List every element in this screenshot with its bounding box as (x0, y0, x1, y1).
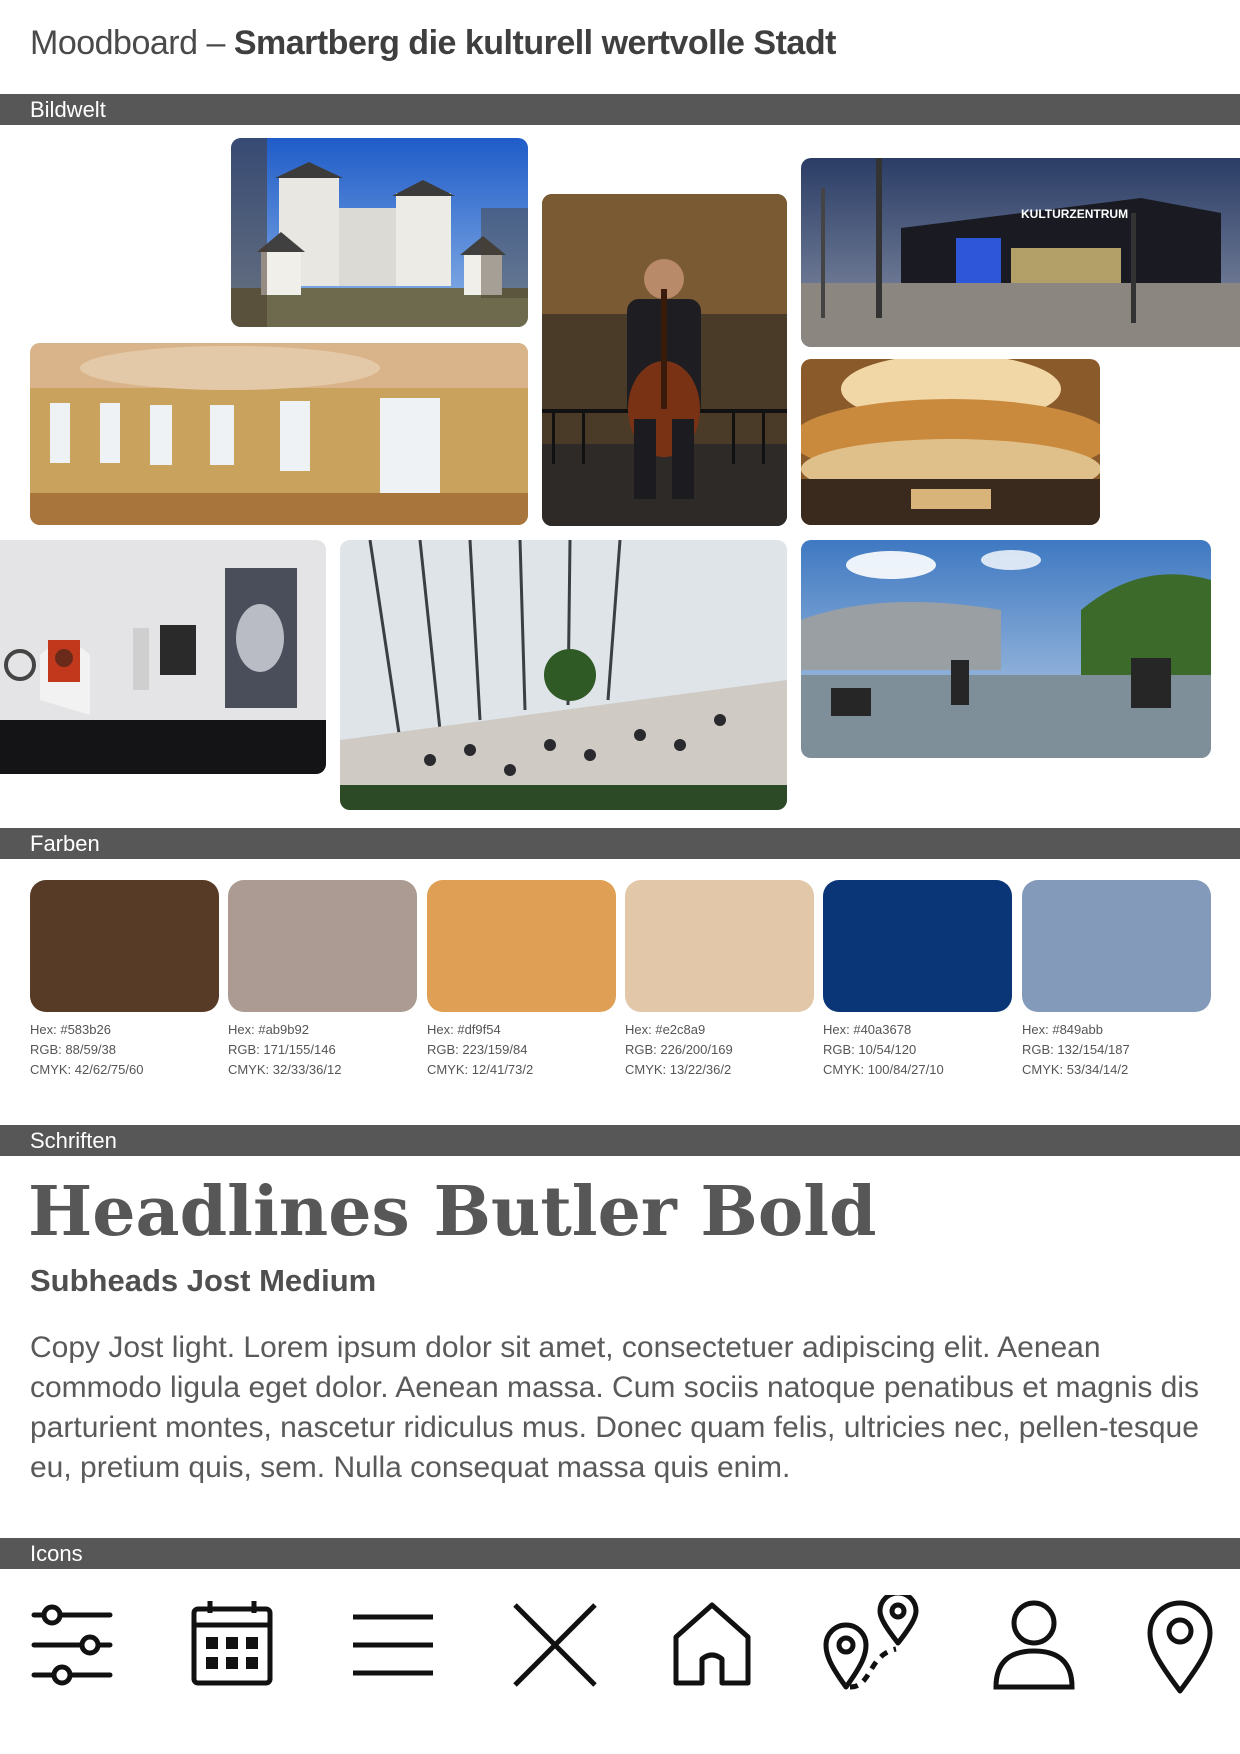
subhead-sample: Subheads Jost Medium (30, 1263, 377, 1298)
color-swatch-1 (30, 880, 219, 1012)
color-info-4: Hex: #e2c8a9 RGB: 226/200/169 CMYK: 13/22/36/2 (625, 1022, 733, 1077)
color-info-6: Hex: #849abb RGB: 132/154/187 CMYK: 53/34/14/2 (1022, 1022, 1130, 1077)
location-pin-icon (1130, 1595, 1230, 1695)
title-prefix: Moodboard – (30, 24, 234, 62)
cellist-photo (542, 194, 787, 526)
section-label-images: Bildwelt (30, 97, 106, 122)
section-label-fonts: Schriften (30, 1128, 117, 1153)
gallery-photo (0, 540, 326, 774)
section-bar-images (0, 94, 1240, 125)
close-icon (505, 1595, 605, 1695)
concert-hall-photo (801, 359, 1100, 525)
section-bar-fonts (0, 1125, 1240, 1156)
color-info-5: Hex: #40a3678 RGB: 10/54/120 CMYK: 100/84/27/10 (823, 1022, 944, 1077)
color-info-2: Hex: #ab9b92 RGB: 171/155/146 CMYK: 32/33/36/12 (228, 1022, 342, 1077)
headline-sample: Headlines Butler Bold (28, 1172, 877, 1252)
baroque-hall-photo (30, 343, 528, 525)
kulturzentrum-photo (801, 158, 1240, 347)
fountain-photo (801, 540, 1211, 758)
section-label-colors: Farben (30, 831, 100, 856)
calendar-icon (182, 1595, 282, 1695)
page-title (30, 24, 836, 63)
user-icon (984, 1595, 1084, 1695)
kulturzentrum-sign: KULTURZENTRUM (1021, 207, 1129, 221)
section-label-icons: Icons (30, 1541, 83, 1566)
home-icon (662, 1595, 762, 1695)
color-swatch-5 (823, 880, 1012, 1012)
color-swatch-6 (1022, 880, 1211, 1012)
color-swatch-4 (625, 880, 814, 1012)
castle-photo (231, 138, 528, 327)
section-bar-icons (0, 1538, 1240, 1569)
color-info-1: Hex: #583b26 RGB: 88/59/38 CMYK: 42/62/75/60 (30, 1022, 144, 1077)
title-main: Smartberg die kulturell wertvolle Stadt (233, 24, 836, 62)
menu-icon (343, 1595, 443, 1695)
copy-sample: Copy Jost light. Lorem ipsum dolor sit amet, consectetuer adipiscing elit. Aenean commodo ligula eget dolor. Aenean massa. Cum sociis natoque penatibus et magnis dis parturient montes, nascetur ridiculus mus. Donec quam felis, ultricies nec, pellen-tesque eu, pretium quis, sem. Nulla consequat massa quis enim. (30, 1331, 1200, 1484)
route-icon (820, 1595, 920, 1695)
sliders-icon (22, 1595, 122, 1695)
color-swatch-3 (427, 880, 616, 1012)
section-bar-colors (0, 828, 1240, 859)
glass-atrium-photo (340, 540, 787, 810)
color-swatch-2 (228, 880, 417, 1012)
color-info-3: Hex: #df9f54 RGB: 223/159/84 CMYK: 12/41/73/2 (427, 1022, 534, 1077)
